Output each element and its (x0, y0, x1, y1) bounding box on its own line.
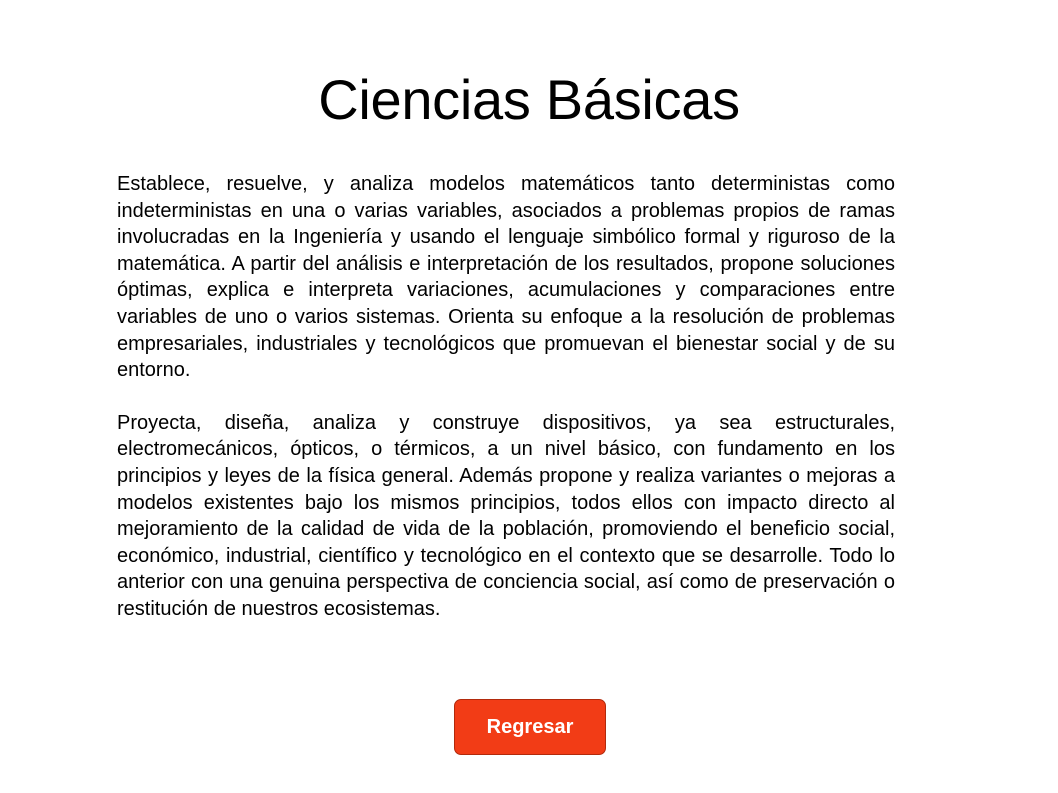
paragraph-physics: Proyecta, diseña, analiza y construye dispositivos, ya sea estructurales, electromecánicos, ópticos, o térmicos, a un nivel básico, con fundamento en los principios y leyes de la física general. Además propone y realiza variantes o mejoras a modelos existentes bajo los mismos principios, todos ellos con impacto directo al mejoramiento de la calidad de vida de la población, promoviendo el beneficio social, económico, industrial, científico y tecnológico en el contexto que se desarrolle. Todo lo anterior con una genuina perspectiva de conciencia social, así como de preservación o restitución de nuestros ecosistemas. (117, 411, 895, 620)
back-button[interactable]: Regresar (454, 699, 606, 755)
body-text (117, 171, 895, 649)
paragraph-mathematics: Establece, resuelve, y analiza modelos matemáticos tanto deterministas como indeterministas en una o varias variables, asociados a problemas propios de ramas involucradas en la Ingeniería y usando el lenguaje simbólico formal y riguroso de la matemática. A partir del análisis e interpretación de los resultados, propone soluciones óptimas, explica e interpreta variaciones, acumulaciones y comparaciones entre variables de uno o varios sistemas. Orienta su enfoque a la resolución de problemas empresariales, industriales y tecnológicos que promuevan el bienestar social y de su entorno. (117, 173, 895, 382)
page-title: Ciencias Básicas (318, 68, 740, 131)
